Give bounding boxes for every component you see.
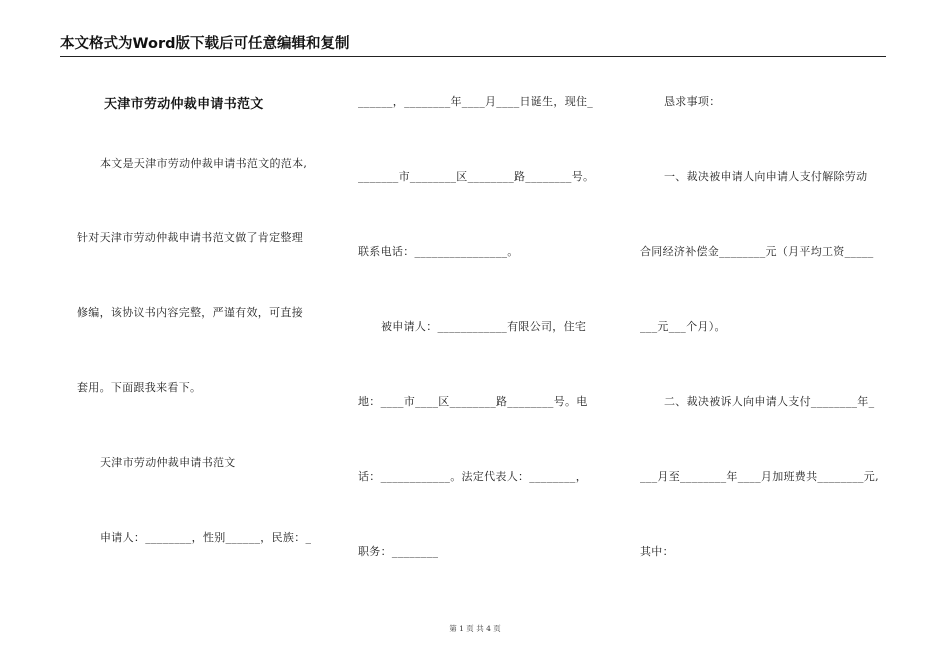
paragraph-line: 话：____________。法定代表人：________， (358, 470, 587, 483)
paragraph-line: ___月至________年____月加班费共________元, (640, 470, 879, 483)
paragraph-line: 职务：________ (358, 545, 439, 558)
paragraph-line: 地：____市____区________路________号。电 (358, 395, 588, 408)
paragraph-line: ______，________年____月____日诞生，现住_ (358, 95, 594, 108)
document-header: 本文格式为Word版下载后可任意编辑和复制 (60, 32, 886, 57)
paragraph-line: 修编，该协议书内容完整，严谨有效，可直接 (77, 306, 303, 319)
paragraph-line: _______市________区________路________号。 (358, 170, 595, 183)
paragraph-line: 恳求事项： (664, 95, 721, 108)
paragraph-line: 合同经济补偿金________元（月平均工资_____ (640, 245, 874, 258)
paragraph-line: 二、裁决被诉人向申请人支付________年_ (664, 395, 875, 408)
section-heading: 天津市劳动仲裁申请书范文 (100, 456, 236, 469)
paragraph-line: 申请人：________，性别______，民族：_ (100, 531, 312, 544)
paragraph-line: 套用。下面跟我来看下。 (77, 381, 202, 394)
paragraph-line: 针对天津市劳动仲裁申请书范文做了肯定整理 (77, 231, 303, 244)
document-title: 天津市劳动仲裁申请书范文 (104, 97, 264, 112)
paragraph-line: 被申请人：____________有限公司，住宅 (381, 320, 587, 333)
paragraph-line: 联系电话：________________。 (358, 245, 519, 258)
paragraph-line: 本文是天津市劳动仲裁申请书范文的范本, (100, 157, 308, 170)
paragraph-line: 一、裁决被申请人向申请人支付解除劳动 (664, 170, 868, 183)
paragraph-line: 其中： (640, 545, 674, 558)
paragraph-line: ___元___个月）。 (640, 320, 726, 333)
page-number: 第 1 页 共 4 页 (449, 624, 501, 633)
